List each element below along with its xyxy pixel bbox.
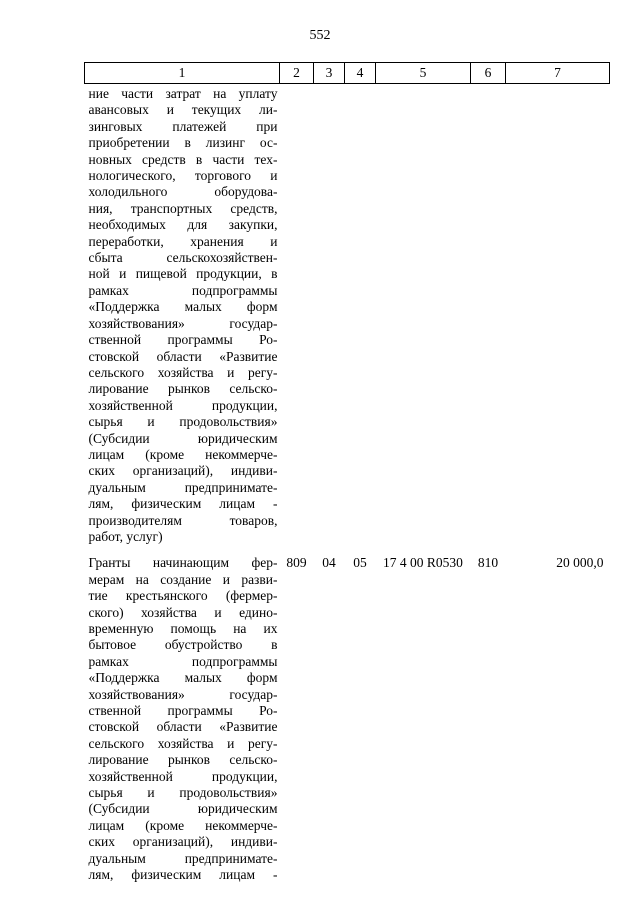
desc-line: ских организаций), индиви-	[88, 834, 278, 850]
cell-expense-type	[471, 84, 506, 546]
desc-line: сельского хозяйства и регу-	[88, 364, 278, 380]
desc-line: сбыта сельскохозяйствен-	[88, 250, 278, 266]
row-description	[85, 545, 280, 883]
desc-line: дуальным предпринимате-	[88, 850, 278, 866]
desc-line: работ, услуг)	[88, 528, 163, 544]
desc-line: лицам (кроме некоммерче-	[88, 446, 278, 462]
desc-line: лям, физическим лицам -	[88, 867, 278, 883]
desc-line: ния, транспортных средств,	[88, 200, 278, 216]
desc-line: хозяйственной продукции,	[88, 397, 278, 413]
desc-line: тие крестьянского (фермер-	[88, 588, 278, 604]
desc-line: ского) хозяйства и едино-	[88, 604, 278, 620]
desc-line: лицам (кроме некоммерче-	[88, 817, 278, 833]
desc-line: (Субсидии юридическим	[88, 801, 278, 817]
row-description	[85, 84, 280, 546]
cell-ministry-code: 809	[286, 555, 307, 571]
desc-line: лирование рынков сельско-	[88, 752, 278, 768]
header-col-2: 2	[280, 63, 314, 84]
desc-line: «Поддержка малых форм	[88, 299, 278, 315]
page-number: 552	[309, 28, 331, 43]
cell-section-code: 04	[322, 555, 336, 571]
desc-line: (Субсидии юридическим	[88, 430, 278, 446]
header-col-1: 1	[85, 63, 280, 84]
cell-amount	[506, 84, 610, 546]
desc-line: нологического, торгового и	[88, 168, 278, 184]
desc-line: лям, физическим лицам -	[88, 496, 278, 512]
cell-subsection-code	[345, 84, 376, 546]
desc-line: сельского хозяйства и регу-	[88, 735, 278, 751]
desc-line: Гранты начинающим фер-	[88, 555, 278, 571]
desc-line: мерам на создание и разви-	[88, 571, 278, 587]
desc-line: переработки, хранения и	[88, 233, 278, 249]
desc-line: хозяйствования» государ-	[88, 315, 278, 331]
header-col-3: 3	[314, 63, 345, 84]
desc-line: производителям товаров,	[88, 512, 278, 528]
desc-line: рамках подпрограммы	[88, 282, 278, 298]
desc-line: «Поддержка малых форм	[88, 670, 278, 686]
desc-line: приобретении в лизинг ос-	[88, 135, 278, 151]
cell-target-code: 17 4 00 R0530	[383, 555, 463, 571]
desc-line: авансовых и текущих ли-	[88, 102, 278, 118]
desc-line: ной и пищевой продукции, в	[88, 266, 278, 282]
desc-line: бытовое обустройство в	[88, 637, 278, 653]
desc-line: хозяйствования» государ-	[88, 686, 278, 702]
desc-line: временную помощь на их	[88, 621, 278, 636]
desc-line: хозяйственной продукции,	[88, 768, 278, 784]
budget-table	[84, 62, 610, 884]
cell-expense-type: 810	[477, 555, 499, 571]
desc-line: дуальным предпринимате-	[88, 479, 278, 495]
header-col-6: 6	[471, 63, 506, 84]
desc-line: стовской области «Развитие	[88, 348, 278, 364]
cell-amount: 20 000,0	[556, 555, 604, 571]
desc-line: ние части затрат на уплату	[88, 86, 278, 101]
desc-line: стовской области «Развитие	[88, 719, 278, 735]
table-row	[85, 545, 610, 883]
header-col-7: 7	[506, 63, 610, 84]
header-col-4: 4	[345, 63, 376, 84]
cell-ministry-code	[280, 84, 314, 546]
desc-line: необходимых для закупки,	[88, 217, 278, 233]
desc-line: рамках подпрограммы	[88, 653, 278, 669]
header-col-5: 5	[376, 63, 471, 84]
desc-line: зинговых платежей при	[88, 118, 278, 134]
cell-subsection-code: 05	[353, 555, 367, 571]
table-row	[85, 84, 610, 546]
header-row	[85, 63, 610, 84]
cell-target-code	[376, 84, 471, 546]
cell-section-code	[314, 84, 345, 546]
desc-line: ских организаций), индиви-	[88, 463, 278, 479]
desc-line: лирование рынков сельско-	[88, 381, 278, 397]
desc-line: ственной программы Ро-	[88, 703, 278, 719]
desc-line: ственной программы Ро-	[88, 332, 278, 348]
desc-line: сырья и продовольствия»	[88, 414, 278, 430]
desc-line: холодильного оборудова-	[88, 184, 278, 200]
desc-line: сырья и продовольствия»	[88, 785, 278, 801]
desc-line: новных средств в части тех-	[88, 151, 278, 167]
